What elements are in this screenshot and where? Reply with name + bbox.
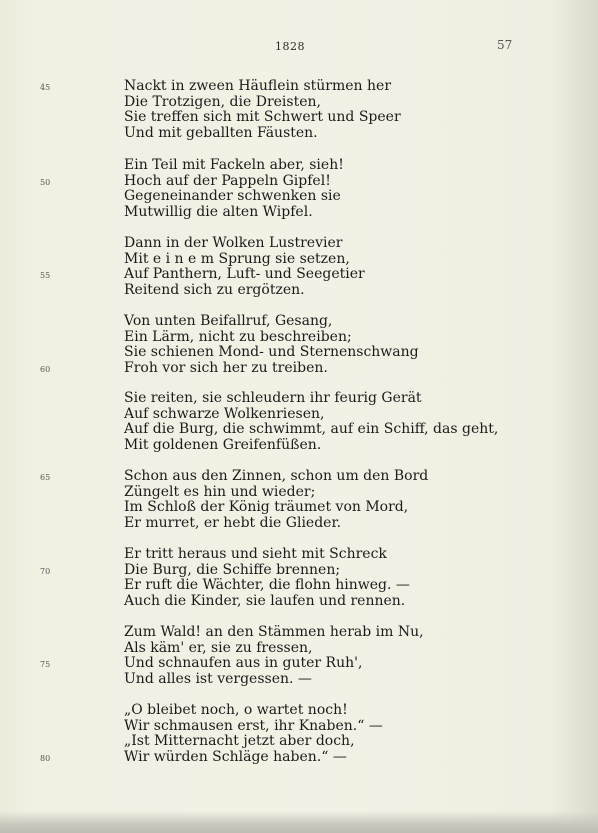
poem-line: Sie reiten, sie schleudern ihr feurig Gerät: [124, 390, 422, 406]
line-number: 45: [40, 83, 51, 92]
poem-line: Mutwillig die alten Wipfel.: [124, 203, 313, 220]
poem-line: Von unten Beifallruf, Gesang,: [124, 313, 333, 329]
poem-line: Nackt in zween Häuflein stürmen her: [124, 78, 392, 94]
poem-line: Sie treffen sich mit Schwert und Speer: [124, 109, 401, 126]
poem-line: Mit e i n e m Sprung sie setzen,: [124, 250, 350, 267]
poem-line: Wir schmausen erst, ihr Knaben.“ —: [124, 717, 383, 734]
poem-line: Und schnaufen aus in guter Ruh',: [124, 655, 363, 672]
poem-line: Sie schienen Mond- und Sternenschwang: [124, 344, 419, 361]
poem-line: Froh vor sich her zu treiben.: [124, 359, 328, 376]
poem-line: Ein Teil mit Fackeln aber, sieh!: [124, 157, 344, 173]
line-number: 80: [40, 753, 51, 763]
poem-line: Hoch auf der Pappeln Gipfel!: [124, 172, 331, 189]
page-edge-shadow: [0, 811, 598, 833]
poem-line: Im Schloß der König träumet von Mord,: [124, 499, 409, 516]
poem-line: Und alles ist vergessen. —: [124, 670, 312, 687]
poem-line: Auch die Kinder, sie laufen und rennen.: [124, 592, 406, 609]
poem-line: Ein Lärm, nicht zu beschreiben;: [124, 328, 352, 345]
poem-line: Dann in der Wolken Lustrevier: [124, 235, 343, 251]
poem-line: Reitend sich zu ergötzen.: [124, 281, 305, 298]
poem-line: Gegeneinander schwenken sie: [124, 188, 341, 205]
line-number: 75: [40, 660, 51, 670]
poem-line: Die Trotzigen, die Dreisten,: [124, 93, 321, 110]
poem-line: Und mit geballten Fäusten.: [124, 124, 318, 141]
poem-line: Auf die Burg, die schwimmt, auf ein Schiff, das geht,: [124, 421, 499, 438]
poem-line: Schon aus den Zinnen, schon um den Bord: [124, 468, 429, 484]
line-number: 70: [40, 566, 51, 576]
poem-line: Wir würden Schläge haben.“ —: [124, 748, 347, 765]
poem-line: Zum Wald! an den Stämmen herab im Nu,: [124, 624, 424, 640]
poem-line: Die Burg, die Schiffe brennen;: [124, 561, 341, 578]
poem-line: Auf schwarze Wolkenriesen,: [124, 405, 325, 422]
poem-line: Er murret, er hebt die Glieder.: [124, 514, 342, 531]
page-number: 57: [497, 38, 513, 52]
poem-line: Er tritt heraus und sieht mit Schreck: [124, 546, 387, 562]
poem-line: Auf Panthern, Luft- und Seegetier: [124, 266, 365, 283]
line-number: 50: [40, 177, 51, 187]
poem-line: Er ruft die Wächter, die flohn hinweg. —: [124, 577, 410, 594]
poem-line: Als käm' er, sie zu fressen,: [124, 639, 313, 656]
page-header-year: 1828: [275, 40, 305, 53]
poem-line: Mit goldenen Greifenfüßen.: [124, 436, 322, 453]
line-number: 60: [40, 364, 51, 374]
poem-line: „Ist Mitternacht jetzt aber doch,: [124, 733, 355, 750]
line-number: 55: [40, 271, 51, 281]
poem-line: Züngelt es hin und wieder;: [124, 483, 316, 500]
poem-line: „O bleibet noch, o wartet noch!: [124, 702, 348, 718]
line-number: 65: [40, 473, 51, 482]
